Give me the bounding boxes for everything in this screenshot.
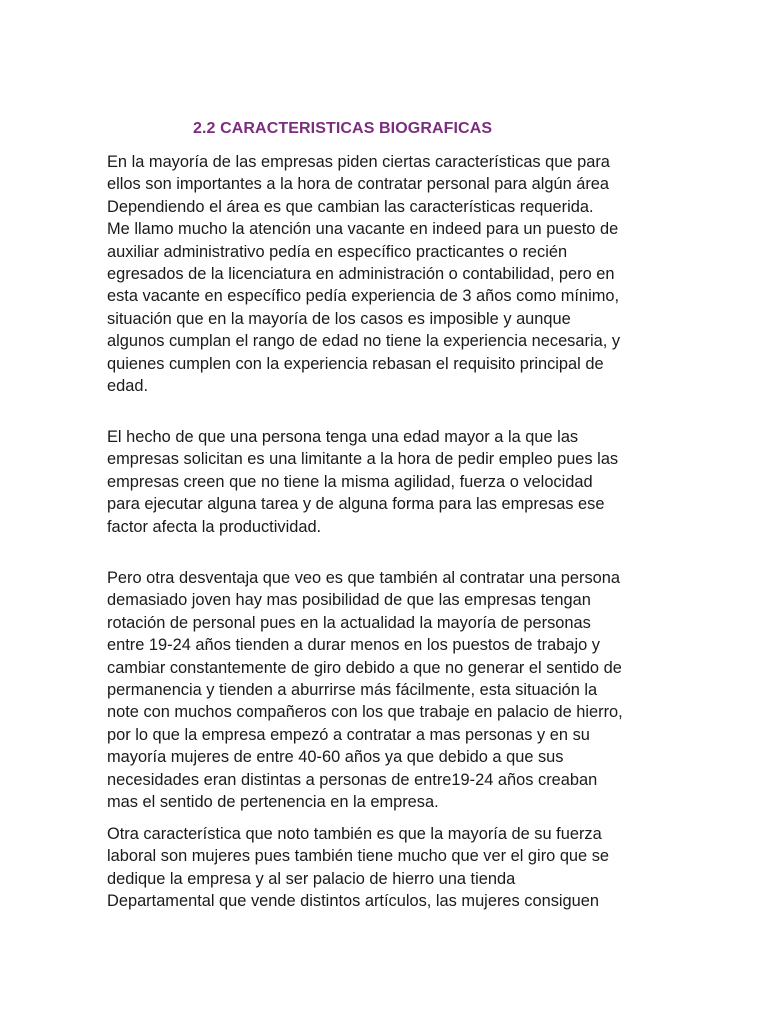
text-line: ellos son importantes a la hora de contratar personal para algún área — [107, 175, 610, 194]
text-line: Departamental que vende distintos artículos, las mujeres consiguen — [107, 892, 599, 911]
text-line: empresas creen que no tiene la misma agilidad, fuerza o velocidad — [107, 472, 593, 491]
text-line: mayoría mujeres de entre 40-60 años ya que debido a que sus — [107, 748, 564, 767]
section-heading: 2.2 CARACTERISTICAS BIOGRAFICAS — [193, 120, 493, 137]
text-line: algunos cumplan el rango de edad no tiene la experiencia necesaria, y — [107, 332, 621, 351]
text-line: cambiar constantemente de giro debido a que no generar el sentido de — [107, 658, 622, 677]
text-line: para ejecutar alguna tarea y de alguna forma para las empresas ese — [107, 495, 605, 514]
text-line: laboral son mujeres pues también tiene mucho que ver el giro que se — [107, 847, 610, 866]
text-line: mas el sentido de pertenencia en la empresa. — [107, 793, 439, 812]
text-line: dedique la empresa y al ser palacio de hierro una tienda — [107, 869, 516, 888]
paragraph-2 — [107, 426, 667, 538]
text-line: rotación de personal pues en la actualidad la mayoría de personas — [107, 613, 591, 632]
text-line: quienes cumplen con la experiencia rebasan el requisito principal de — [107, 354, 604, 373]
text-line: edad. — [107, 377, 149, 396]
text-line: situación que en la mayoría de los casos es imposible y aunque — [107, 309, 571, 328]
text-line: egresados de la licenciatura en administración o contabilidad, pero en — [107, 265, 615, 284]
text-line: En la mayoría de las empresas piden ciertas características que para — [107, 153, 610, 171]
text-line: por lo que la empresa empezó a contratar a mas personas y en su — [107, 725, 590, 744]
paragraph-1 — [107, 151, 667, 397]
text-line: empresas solicitan es una limitante a la hora de pedir empleo pues las — [107, 450, 619, 469]
text-line: factor afecta la productividad. — [107, 517, 322, 536]
text-line: El hecho de que una persona tenga una edad mayor a la que las — [107, 428, 579, 446]
text-line: demasiado joven hay mas posibilidad de que las empresas tengan — [107, 591, 591, 610]
paragraph-3 — [107, 567, 667, 813]
text-line: Dependiendo el área es que cambian las características requerida. — [107, 197, 594, 216]
text-line: esta vacante en específico pedía experiencia de 3 años como mínimo, — [107, 287, 620, 306]
text-line: Me llamo mucho la atención una vacante en indeed para un puesto de — [107, 220, 619, 239]
text-line: auxiliar administrativo pedía en específico practicantes o recién — [107, 242, 568, 261]
text-line: permanencia y tienden a aburrirse más fácilmente, esta situación la — [107, 681, 598, 700]
text-line: note con muchos compañeros con los que trabaje en palacio de hierro, — [107, 703, 623, 722]
text-line: Otra característica que noto también es que la mayoría de su fuerza — [107, 825, 602, 843]
text-line: necesidades eran distintas a personas de entre19-24 años creaban — [107, 770, 598, 789]
text-line: Pero otra desventaja que veo es que también al contratar una persona — [107, 569, 620, 587]
paragraph-4 — [107, 823, 667, 913]
text-line: entre 19-24 años tienden a durar menos en los puestos de trabajo y — [107, 636, 600, 655]
